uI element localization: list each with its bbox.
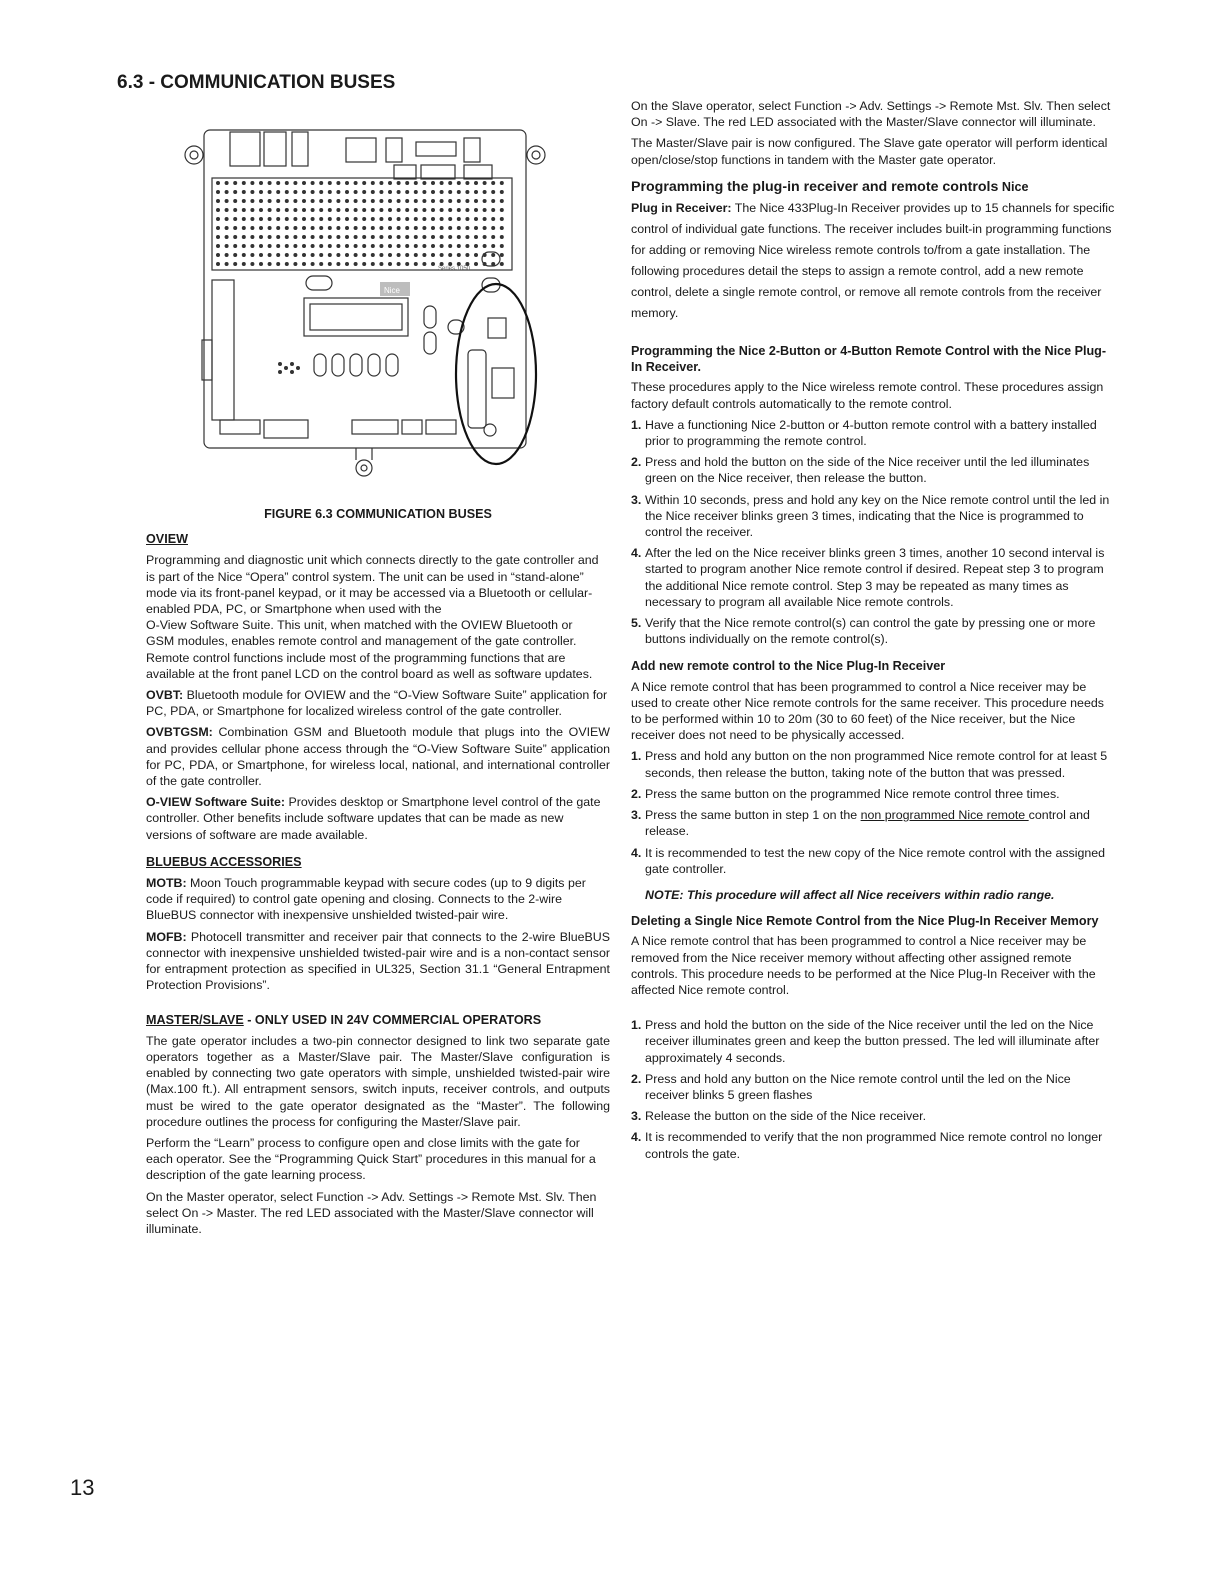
plugin-text: The Nice 433Plug-In Receiver provides up to 15 channels for specific control of individual gate functions. The receiver includes built-in programming functions for adding or removing Nice wireless remote controls to/from a gate installation. The following procedures detail the steps to assign a remote control, add a new remote control, delete a single remote control, or remove all remote controls from the receiver memory.: [631, 201, 1115, 321]
left-column: [146, 120, 610, 1242]
add-remote-intro: A Nice remote control that has been programmed to control a Nice receiver may be used to create other Nice remote controls for the same receiver. This procedure needs to be performed within 10 to 20m (30 to 60 feet) of the Nice receiver, but the Nice receiver does not need to be physically accessed.: [631, 679, 1104, 743]
programming-heading: [631, 179, 1115, 195]
ovbt-paragraph: [146, 687, 610, 719]
master-slave-paragraph-1: The gate operator includes a two-pin connector designed to link two separate gate operators together as a Master/Slave pair. The Master/Slave configuration is enabled by connecting two gate operators with simple, unshielded twisted-pair wire (Max.100 ft.). All entrapment sensors, switch inputs, receiver controls, and outputs must be wired to the gate operator designated as the “Master”. The following procedure outlines the process for configuring the Master/Slave pair.: [146, 1033, 610, 1129]
motb-paragraph: [146, 875, 610, 924]
control-board-figure: [146, 120, 610, 500]
list-item: 2. Press and hold any button on the Nice remote control until the led on the Nice receiver blinks 5 green flashes: [631, 1071, 1071, 1102]
mofb-text: Photocell transmitter and receiver pair that connects to the 2-wire BlueBUS connector with inexpensive unshielded twisted-pair wire and is a non-contact sensor for entrapment protection as specified in UL325, Section 31.1 “General Entrapment Protection Provisions”.: [146, 929, 610, 993]
add-remote-heading: Add new remote control to the Nice Plug-In Receiver: [631, 659, 946, 674]
programming-heading-tail: Nice: [998, 179, 1029, 194]
ovbtgsm-text: Combination GSM and Bluetooth module that plugs into the OVIEW and provides cellular phone access through the “O-View Software Suite” application for PC, PDA, or Smartphone, for wireless local, national, and international controller of the gate controller.: [146, 725, 610, 789]
motb-label: MOTB:: [146, 876, 187, 891]
master-slave-heading-underlined: MASTER/SLAVE: [146, 1013, 244, 1028]
oview-heading: OVIEW: [146, 532, 188, 547]
master-slave-heading-rest: - ONLY USED IN 24V COMMERCIAL OPERATORS: [243, 1013, 542, 1028]
list-item: 2. Press and hold the button on the side of the Nice receiver until the led illuminates green on the Nice receiver, then release the button.: [631, 455, 1090, 486]
oview-line-3: GSM modules, enables remote control and management of the gate controller. Remote control functions include most of the programming functions that are available at the front panel LCD on the control board as well as software updates.: [146, 634, 593, 681]
page-title: 6.3 - COMMUNICATION BUSES: [117, 72, 396, 93]
plugin-label: Plug in Receiver:: [631, 201, 732, 216]
master-slave-paragraph-2: Perform the “Learn” process to configure open and close limits with the gate for each operator. See the “Programming Quick Start” procedures in this manual for a description of the gate learning process.: [146, 1135, 596, 1183]
page-number: 13: [70, 1475, 95, 1500]
list-item: 5. Verify that the Nice remote control(s) can control the gate by pressing one or more buttons individually on the remote control(s).: [631, 616, 1096, 647]
list-item: 1. Press and hold the button on the side of the Nice receiver until the led on the Nice receiver illuminates green and keep the button pressed. The led will illuminate after approximately 4 seconds.: [631, 1018, 1100, 1065]
figure-caption: FIGURE 6.3 COMMUNICATION BUSES: [264, 507, 492, 521]
add-remote-steps: [631, 748, 1115, 876]
motb-text: Moon Touch programmable keypad with secure codes (up to 9 digits per code if required) to control gate opening and closing. Connects to the 2-wire BlueBUS connector with inexpensive unshielded twisted-pair wire.: [146, 876, 586, 923]
mofb-label: MOFB:: [146, 929, 187, 944]
programming-heading-text: Programming the plug-in receiver and remote controls: [631, 178, 999, 195]
delete-remote-steps: [631, 1017, 1115, 1162]
list-item: 1. Have a functioning Nice 2-button or 4-button remote control with a battery installed prior to programming the remote control.: [631, 417, 1097, 449]
button-programming-intro: These procedures apply to the Nice wireless remote control. These procedures assign factory default controls automatically to the remote control.: [631, 380, 1104, 411]
ovbtgsm-label: OVBTGSM:: [146, 725, 213, 740]
oview-suite-text: Provides desktop or Smartphone level control of the gate controller. Other benefits include software updates that can be made as new versions of software are made available.: [146, 795, 601, 842]
oview-line-1: Programming and diagnostic unit which connects directly to the gate controller and is part of the Nice “Opera” control system. The unit can be used in “stand-alone” mode via its front-panel keypad, or it may be accessed via a Bluetooth or cellular-enabled PDA, PC, or Smartphone when used with the: [146, 553, 599, 617]
brand-text: Nice: [384, 286, 401, 295]
control-board-diagram: [146, 120, 610, 480]
mofb-paragraph: [146, 929, 610, 994]
bluebus-heading: BLUEBUS ACCESSORIES: [146, 854, 302, 869]
master-slave-heading: [146, 1012, 610, 1028]
oview-suite-label: O-VIEW Software Suite:: [146, 795, 286, 810]
configured-paragraph: The Master/Slave pair is now configured. The Slave gate operator will perform identical open/close/stop functions in tandem with the Master gate operator.: [631, 136, 1108, 167]
plugin-paragraph: [631, 198, 1115, 324]
list-item: 3. Within 10 seconds, press and hold any key on the Nice remote control until the led in the Nice receiver blinks green 3 times, indicating that the Nice is programmed to control the receiver.: [631, 492, 1110, 540]
ovbt-label: OVBT:: [146, 688, 184, 703]
list-item: 3. Press the same button in step 1 on the non programmed Nice remote control and release.: [631, 808, 1090, 839]
oview-suite-paragraph: [146, 794, 610, 843]
oview-line-2: O-View Software Suite. This unit, when matched with the OVIEW Bluetooth or: [146, 618, 573, 633]
list-item: 4. It is recommended to test the new copy of the Nice remote control with the assigned gate controller.: [631, 845, 1106, 876]
ovbt-text: Bluetooth module for OVIEW and the “O-View Software Suite” application for PC, PDA, or Smartphone for localized wireless control of the gate controller.: [146, 688, 608, 719]
list-item: 3. Release the button on the side of the Nice receiver.: [631, 1109, 927, 1124]
list-item: 4. It is recommended to verify that the non programmed Nice remote control no longer controls the gate.: [631, 1130, 1103, 1161]
master-slave-paragraph-3: On the Master operator, select Function -> Adv. Settings -> Remote Mst. Slv. Then select On -> Master. The red LED associated with the Master/Slave connector will illuminate.: [146, 1189, 597, 1236]
list-item: 1. Press and hold any button on the non programmed Nice remote control for at least 5 seconds, then release the button, taking note of the button that was pressed.: [631, 749, 1108, 780]
list-item: 2. Press the same button on the programmed Nice remote control three times.: [631, 786, 1060, 801]
right-column: [631, 98, 1115, 1167]
delete-remote-intro: A Nice remote control that has been programmed to control a Nice receiver may be removed from the Nice receiver memory without affecting other assigned remote controls. This procedure needs to be performed at the Nice Plug-In Receiver with the affected Nice remote control.: [631, 934, 1096, 997]
button-programming-heading: Programming the Nice 2-Button or 4-Button Remote Control with the Nice Plug-In Receiver.: [631, 344, 1107, 375]
delete-remote-heading: Deleting a Single Nice Remote Control from the Nice Plug-In Receiver Memory: [631, 914, 1099, 929]
button-programming-steps: [631, 417, 1115, 648]
list-item: 4. After the led on the Nice receiver blinks green 3 times, another 10 second interval is started to program another Nice remote control if desired. Repeat step 3 to program the additional Nice remote control. Step 3 may be repeated as many times as necessary to program all available Nice remote controls.: [631, 546, 1105, 609]
ovbtgsm-paragraph: [146, 724, 610, 789]
note-text: NOTE: This procedure will affect all Nice receivers within radio range.: [645, 887, 1055, 902]
oview-paragraph: [146, 552, 610, 682]
slave-paragraph: On the Slave operator, select Function -> Adv. Settings -> Remote Mst. Slv. Then select On -> Slave. The red LED associated with the Master/Slave connector will illuminate.: [631, 99, 1111, 130]
series-text: Series 1050: [438, 266, 471, 272]
